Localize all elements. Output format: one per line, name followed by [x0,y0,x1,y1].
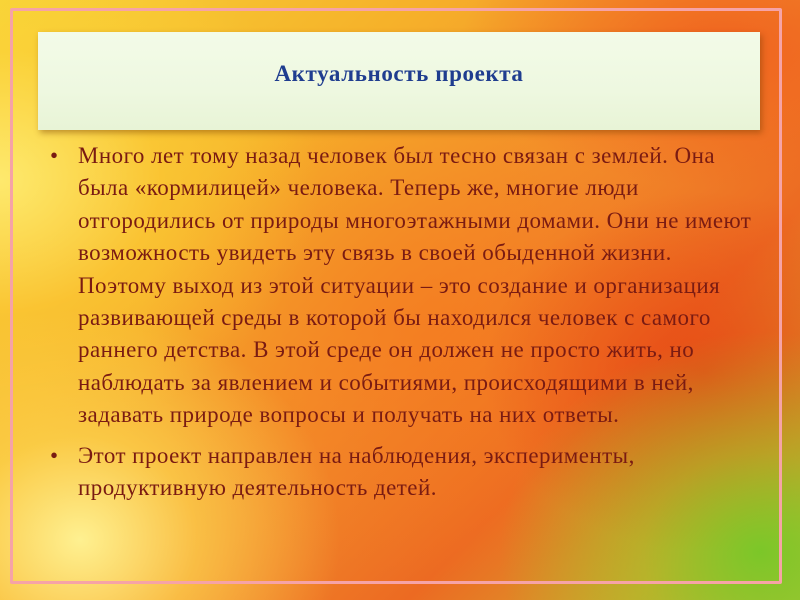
bullet-text: Много лет тому назад человек был тесно связан с землей. Она была «кормилицей» человека. Теперь же, многие люди отгородились от природы многоэтажными домами. Они не имеют возможность увидеть эту связь в своей обыденной жизни. Поэтому выход из этой ситуации – это создание и организация развивающей среды в которой бы находился человек с самого раннего детства. В этой среде он должен не просто жить, но наблюдать за явлением и событиями, происходящими в ней, задавать природе вопросы и получать на них ответы. [78,143,752,428]
bullet-item [48,140,760,432]
title-box [38,32,760,130]
bullet-item [48,440,760,505]
slide-title: Актуальность проекта [274,61,524,86]
slide-content [48,140,760,512]
bullet-marker: • [50,143,59,168]
bullet-marker: • [50,442,59,468]
bullet-text: Этот проект направлен на наблюдения, эксперименты, продуктивную деятельность детей. [78,442,635,501]
